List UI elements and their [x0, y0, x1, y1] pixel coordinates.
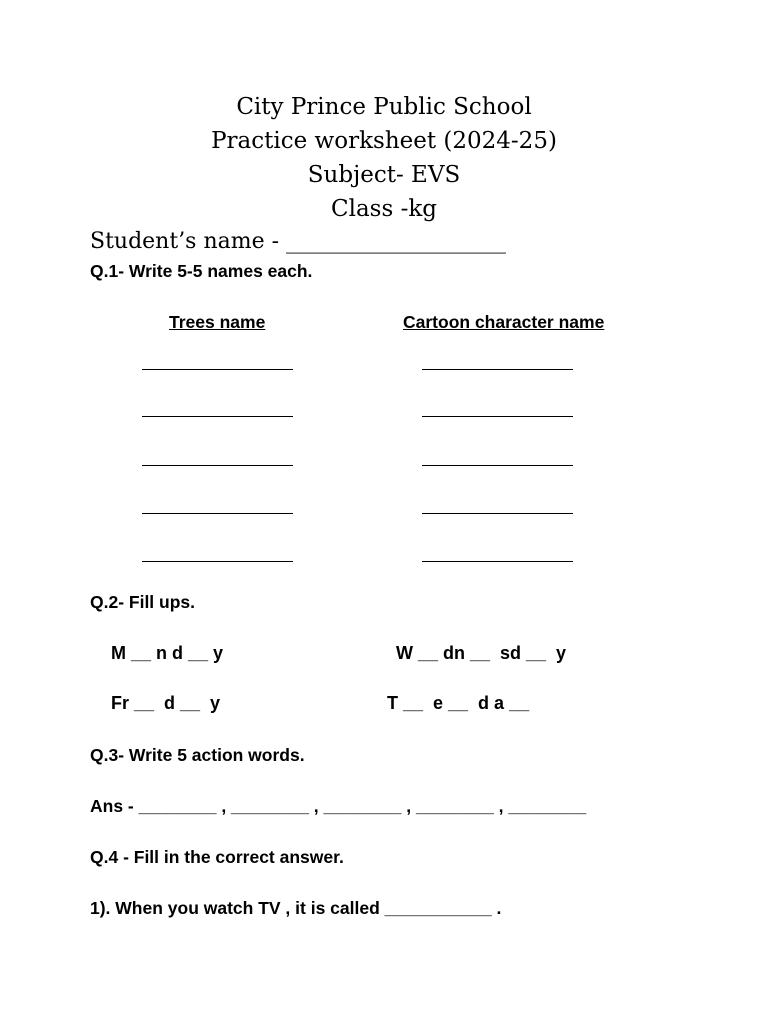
- tree-blank-line: [142, 561, 293, 562]
- school-name: City Prince Public School: [236, 94, 532, 120]
- question-3-title: Q.3- Write 5 action words.: [90, 745, 305, 765]
- question-1-title: Q.1- Write 5-5 names each.: [90, 261, 313, 281]
- cartoon-blank-line: [422, 465, 573, 466]
- trees-name-heading: Trees name: [169, 312, 266, 332]
- cartoon-character-heading: Cartoon character name: [403, 312, 605, 332]
- fill-up-friday: Fr __ d __ y: [111, 693, 221, 713]
- worksheet-title: Practice worksheet (2024-25): [211, 128, 557, 154]
- question-4-item-1: 1). When you watch TV , it is called ___________ .: [90, 898, 502, 918]
- cartoon-blank-line: [422, 416, 573, 417]
- cartoon-blank-line: [422, 513, 573, 514]
- student-name-label: Student’s name - ____________________: [90, 229, 507, 254]
- fill-up-tuesday: T __ e __ d a __: [387, 693, 530, 713]
- question-2-title: Q.2- Fill ups.: [90, 592, 196, 612]
- question-3-answer: Ans - ________ , ________ , ________ , ________ , ________: [90, 796, 587, 816]
- tree-blank-line: [142, 465, 293, 466]
- fill-up-monday: M __ n d __ y: [111, 643, 224, 663]
- question-4-title: Q.4 - Fill in the correct answer.: [90, 847, 344, 867]
- cartoon-blank-line: [422, 369, 573, 370]
- class-line: Class -kg: [330, 196, 437, 222]
- tree-blank-line: [142, 416, 293, 417]
- tree-blank-line: [142, 369, 293, 370]
- tree-blank-line: [142, 513, 293, 514]
- subject-line: Subject- EVS: [307, 162, 461, 188]
- cartoon-blank-line: [422, 561, 573, 562]
- fill-up-wednesday: W __ dn __ sd __ y: [396, 643, 567, 663]
